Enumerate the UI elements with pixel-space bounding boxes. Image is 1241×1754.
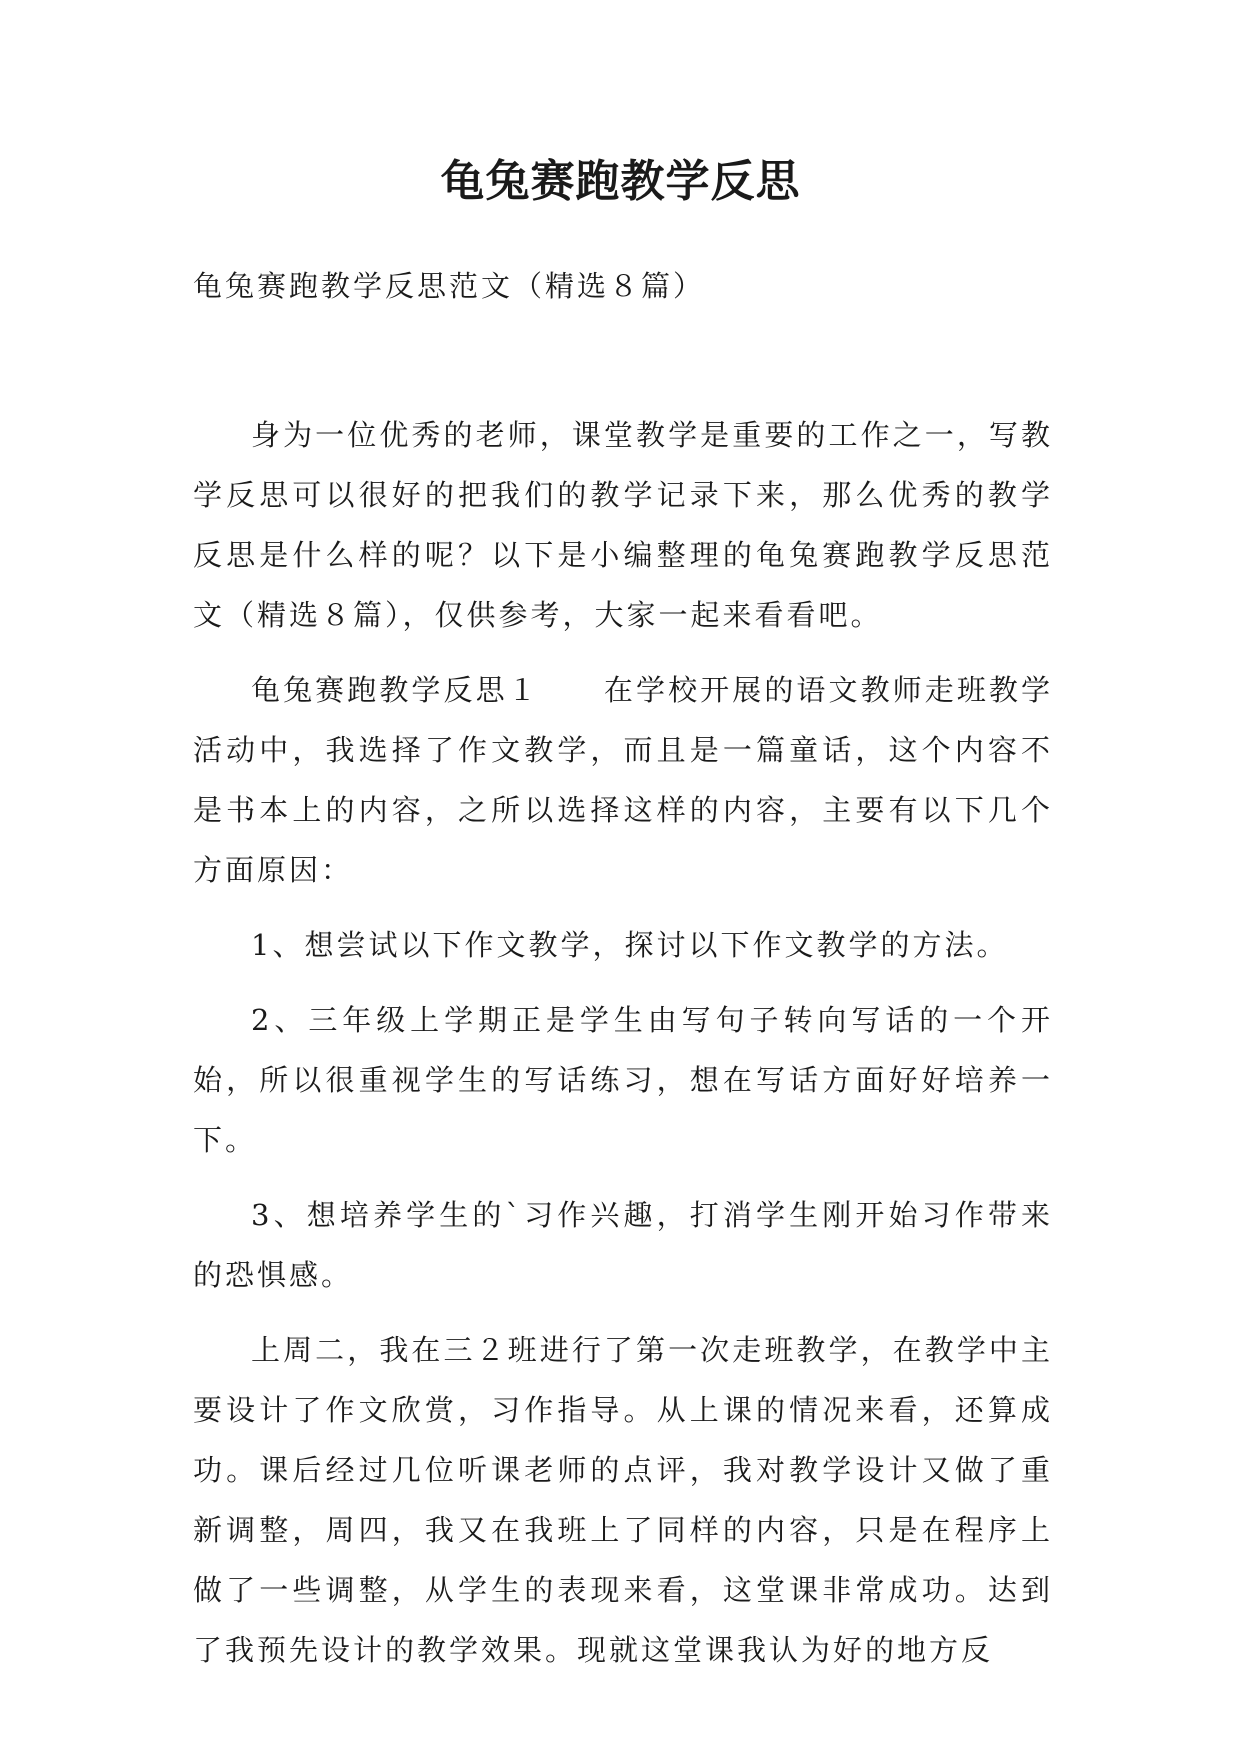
lesson-summary-paragraph: 上周二，我在三２班进行了第一次走班教学，在教学中主要设计了作文欣赏，习作指导。从上课的情况来看，还算成功。课后经过几位听课老师的点评，我对教学设计又做了重新调整，周四，我又在我班上了同样的内容，只是在程序上做了一些调整，从学生的表现来看，这堂课非常成功。达到了我预先设计的教学效果。现就这堂课我认为好的地方反 xyxy=(193,1333,1053,1667)
intro-paragraph: 身为一位优秀的老师，课堂教学是重要的工作之一，写教学反思可以很好的把我们的教学记录下来，那么优秀的教学反思是什么样的呢？以下是小编整理的龟兔赛跑教学反思范文（精选８篇），仅供参考，大家一起来看看吧。 xyxy=(193,418,1053,632)
reason-2-paragraph: 2、三年级上学期正是学生由写句子转向写话的一个开始，所以很重视学生的写话练习，想在写话方面好好培养一下。 xyxy=(193,1003,1053,1157)
reason-3-paragraph: 3、想培养学生的`习作兴趣，打消学生刚开始习作带来的恐惧感。 xyxy=(193,1198,1053,1292)
reason-1-paragraph: 1、想尝试以下作文教学，探讨以下作文教学的方法。 xyxy=(251,928,1009,962)
document-body xyxy=(193,405,1053,1695)
document-title: 龟兔赛跑教学反思 xyxy=(440,156,801,207)
reflection-1-paragraph: 龟兔赛跑教学反思１ 在学校开展的语文教师走班教学活动中，我选择了作文教学，而且是一篇童话，这个内容不是书本上的内容，之所以选择这样的内容，主要有以下几个方面原因： xyxy=(193,673,1053,887)
document-subtitle: 龟兔赛跑教学反思范文（精选８篇） xyxy=(193,269,706,303)
